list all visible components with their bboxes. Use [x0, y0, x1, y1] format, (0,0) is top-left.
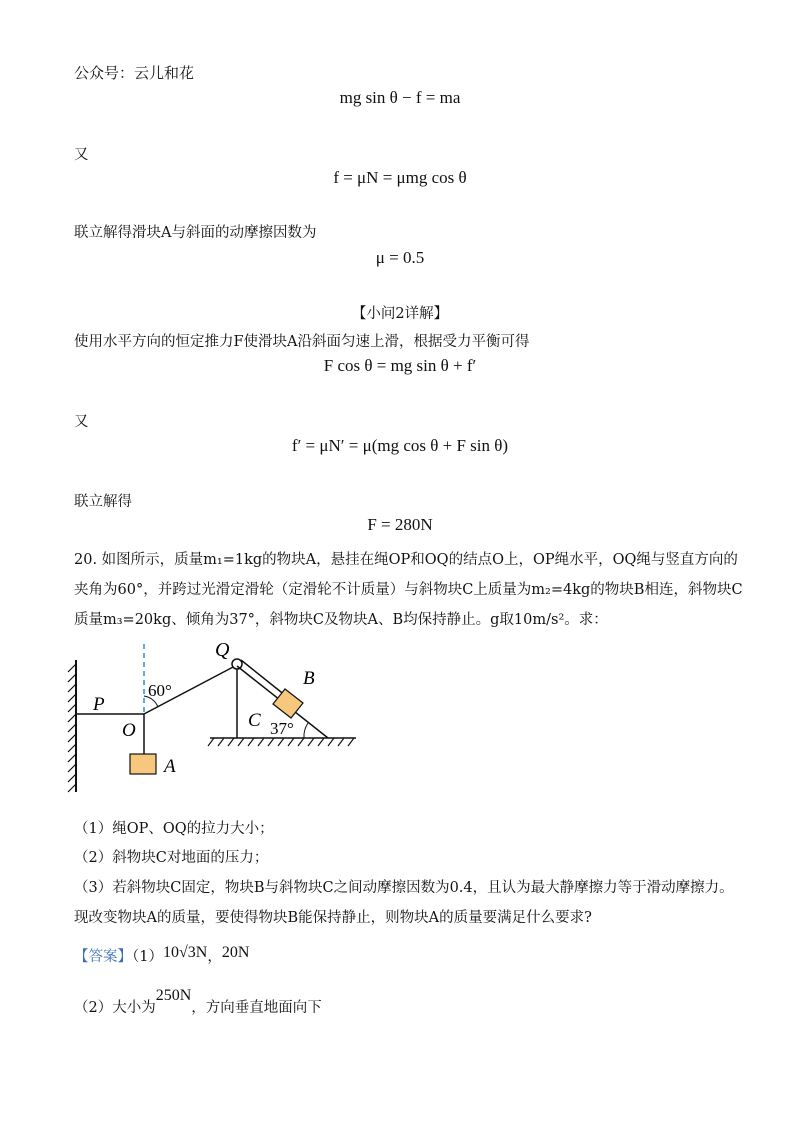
equation-1: mg sin θ − f = ma	[339, 88, 461, 107]
question-1: （1）绳OP、OQ的拉力大小；	[74, 821, 274, 837]
rope-to-b	[241, 660, 286, 696]
label-q: Q	[215, 639, 230, 661]
equation-3: μ = 0.5	[375, 248, 425, 267]
equation-4: F cos θ = mg sin θ + f′	[323, 356, 477, 375]
label-b: B	[303, 668, 315, 689]
question-2: （2）斜物块C对地面的压力；	[74, 850, 269, 866]
answer-line-1	[74, 945, 249, 966]
answer-2-suffix: ，方向垂直地面向下	[191, 1000, 322, 1016]
label-o: O	[122, 720, 136, 741]
answer-1-prefix: （1）	[132, 949, 163, 965]
label-p: P	[93, 694, 105, 715]
watermark-text: 公众号：云儿和花	[74, 64, 195, 82]
label-a: A	[164, 756, 176, 777]
conclusion-2: 联立解得	[74, 494, 132, 510]
answer-tag: 【答案】	[74, 949, 132, 965]
question-3-line-1: （3）若斜物块C固定，物块B与斜物块C之间动摩擦因数为0.4，且认为最大静摩擦力等于滑动摩擦力。	[74, 880, 734, 896]
pulley	[232, 659, 242, 669]
part-2-intro: 使用水平方向的恒定推力F使滑块A沿斜面匀速上滑，根据受力平衡可得	[74, 334, 530, 350]
label-c: C	[248, 710, 261, 731]
problem-20-line-2: 夹角为60°，并跨过光滑定滑轮（定滑轮不计质量）与斜物块C上质量为m₂=4kg的物块B相连，斜物块C	[74, 582, 743, 598]
answer-1-value-1: 10√3N	[162, 944, 208, 961]
answer-1-value-2: 20N	[221, 944, 250, 961]
physics-diagram	[60, 630, 380, 800]
block-a	[130, 754, 156, 774]
ground-hatching	[208, 738, 354, 746]
equation-2: f = μN = μmg cos θ	[333, 168, 467, 187]
text-you-1: 又	[74, 147, 89, 163]
label-angle-60: 60°	[148, 681, 172, 700]
problem-20-line-1: 20. 如图所示，质量m₁=1kg的物块A，悬挂在绳OP和OQ的结点O上，OP绳水平，OQ绳与竖直方向的	[74, 552, 738, 568]
answer-2-prefix: （2）大小为	[74, 1000, 156, 1016]
subheading-part-2: 【小问2详解】	[351, 306, 449, 322]
answer-line-2	[74, 987, 322, 1017]
equation-6: F = 280N	[367, 515, 433, 534]
conclusion-1: 联立解得滑块A与斜面的动摩擦因数为	[74, 225, 317, 241]
answer-1-separator: ，	[207, 949, 222, 965]
angle-37-arc	[304, 723, 308, 738]
answer-2-value: 250N	[155, 987, 192, 1004]
equation-5: f′ = μN′ = μ(mg cos θ + F sin θ)	[291, 436, 509, 455]
text-you-2: 又	[74, 414, 89, 430]
wall-hatching	[68, 664, 76, 792]
problem-20-line-3: 质量m₃=20kg、倾角为37°，斜物块C及物块A、B均保持静止。g取10m/s²。求：	[74, 612, 608, 628]
label-angle-37: 37°	[270, 719, 294, 738]
block-b	[273, 689, 303, 718]
question-3-line-2: 现改变物块A的质量，要使得物块B能保持静止，则物块A的质量要满足什么要求?	[74, 910, 592, 926]
